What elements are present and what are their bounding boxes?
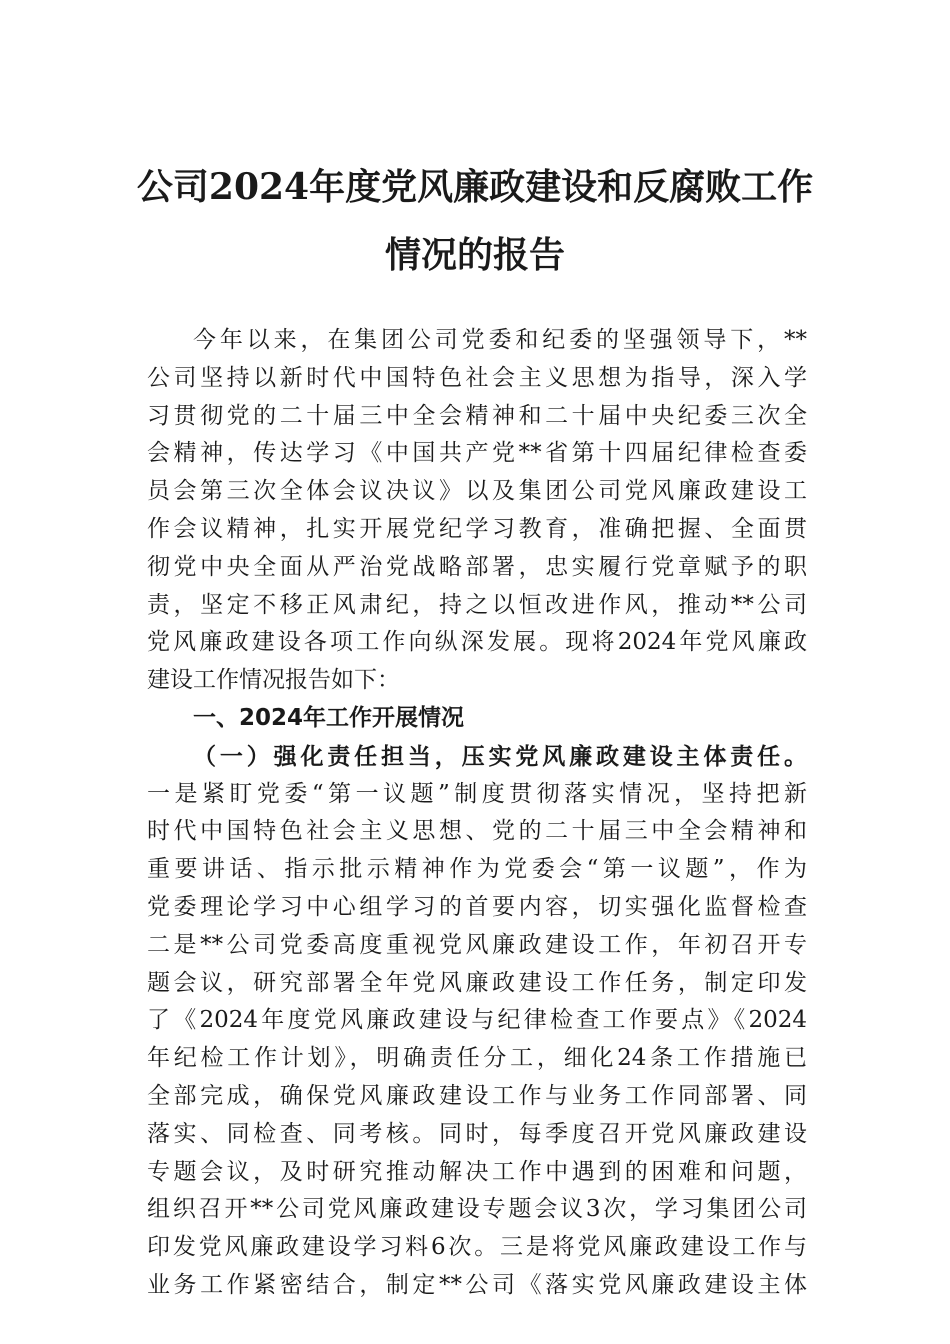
paragraph-line: 会精神，传达学习《中国共产党**省第十四届纪律检查委 [147, 440, 807, 467]
paragraph-line: 员会第三次全体会议决议》以及集团公司党风廉政建设工 [147, 478, 807, 505]
document-title-line-1: 公司2024年度党风廉政建设和反腐败工作 [136, 166, 814, 208]
paragraph-line: 年纪检工作计划》，明确责任分工，细化24条工作措施已 [147, 1045, 807, 1072]
subsection-heading: （一）强化责任担当，压实党风廉政建设主体责任。 [193, 742, 807, 770]
paragraph-line: 一是紧盯党委“第一议题”制度贯彻落实情况，坚持把新 [147, 780, 807, 807]
paragraph-line: 印发党风廉政建设学习料6次。三是将党风廉政建设工作与 [147, 1234, 807, 1261]
document-body [147, 322, 807, 1305]
paragraph-line: 全部完成，确保党风廉政建设工作与业务工作同部署、同 [147, 1082, 807, 1109]
paragraph-line: 专题会议，及时研究推动解决工作中遇到的困难和问题， [147, 1158, 807, 1185]
paragraph-line: 习贯彻党的二十届三中全会精神和二十届中央纪委三次全 [147, 402, 807, 429]
paragraph-line: 彻党中央全面从严治党战略部署，忠实履行党章赋予的职 [147, 553, 807, 580]
paragraph-line: 建设工作情况报告如下： [147, 667, 400, 694]
paragraph-line: 时代中国特色社会主义思想、党的二十届三中全会精神和 [147, 818, 807, 845]
paragraph-line: 题会议，研究部署全年党风廉政建设工作任务，制定印发 [147, 969, 807, 996]
paragraph-line: 党风廉政建设各项工作向纵深发展。现将2024年党风廉政 [147, 629, 807, 656]
paragraph-line: 了《2024年度党风廉政建设与纪律检查工作要点》《2024 [147, 1007, 807, 1034]
paragraph-line: 作会议精神，扎实开展党纪学习教育，准确把握、全面贯 [147, 515, 807, 542]
paragraph-line: 落实、同检查、同考核。同时，每季度召开党风廉政建设 [147, 1120, 807, 1147]
paragraph-line: 二是**公司党委高度重视党风廉政建设工作，年初召开专 [147, 931, 807, 958]
paragraph-line: 业务工作紧密结合，制定**公司《落实党风廉政建设主体 [147, 1271, 807, 1298]
paragraph-line: 组织召开**公司党风廉政建设专题会议3次，学习集团公司 [147, 1196, 807, 1223]
section-heading: 一、2024年工作开展情况 [193, 704, 465, 731]
paragraph-line: 责，坚定不移正风肃纪，持之以恒改进作风，推动**公司 [147, 591, 807, 618]
paragraph-line: 党委理论学习中心组学习的首要内容，切实强化监督检查 [147, 893, 807, 920]
paragraph-line: 公司坚持以新时代中国特色社会主义思想为指导，深入学 [147, 364, 807, 391]
paragraph-line: 重要讲话、指示批示精神作为党委会“第一议题”，作为 [147, 856, 807, 883]
document-title-line-2: 情况的报告 [384, 234, 565, 276]
paragraph-line: 今年以来，在集团公司党委和纪委的坚强领导下，** [193, 327, 807, 353]
